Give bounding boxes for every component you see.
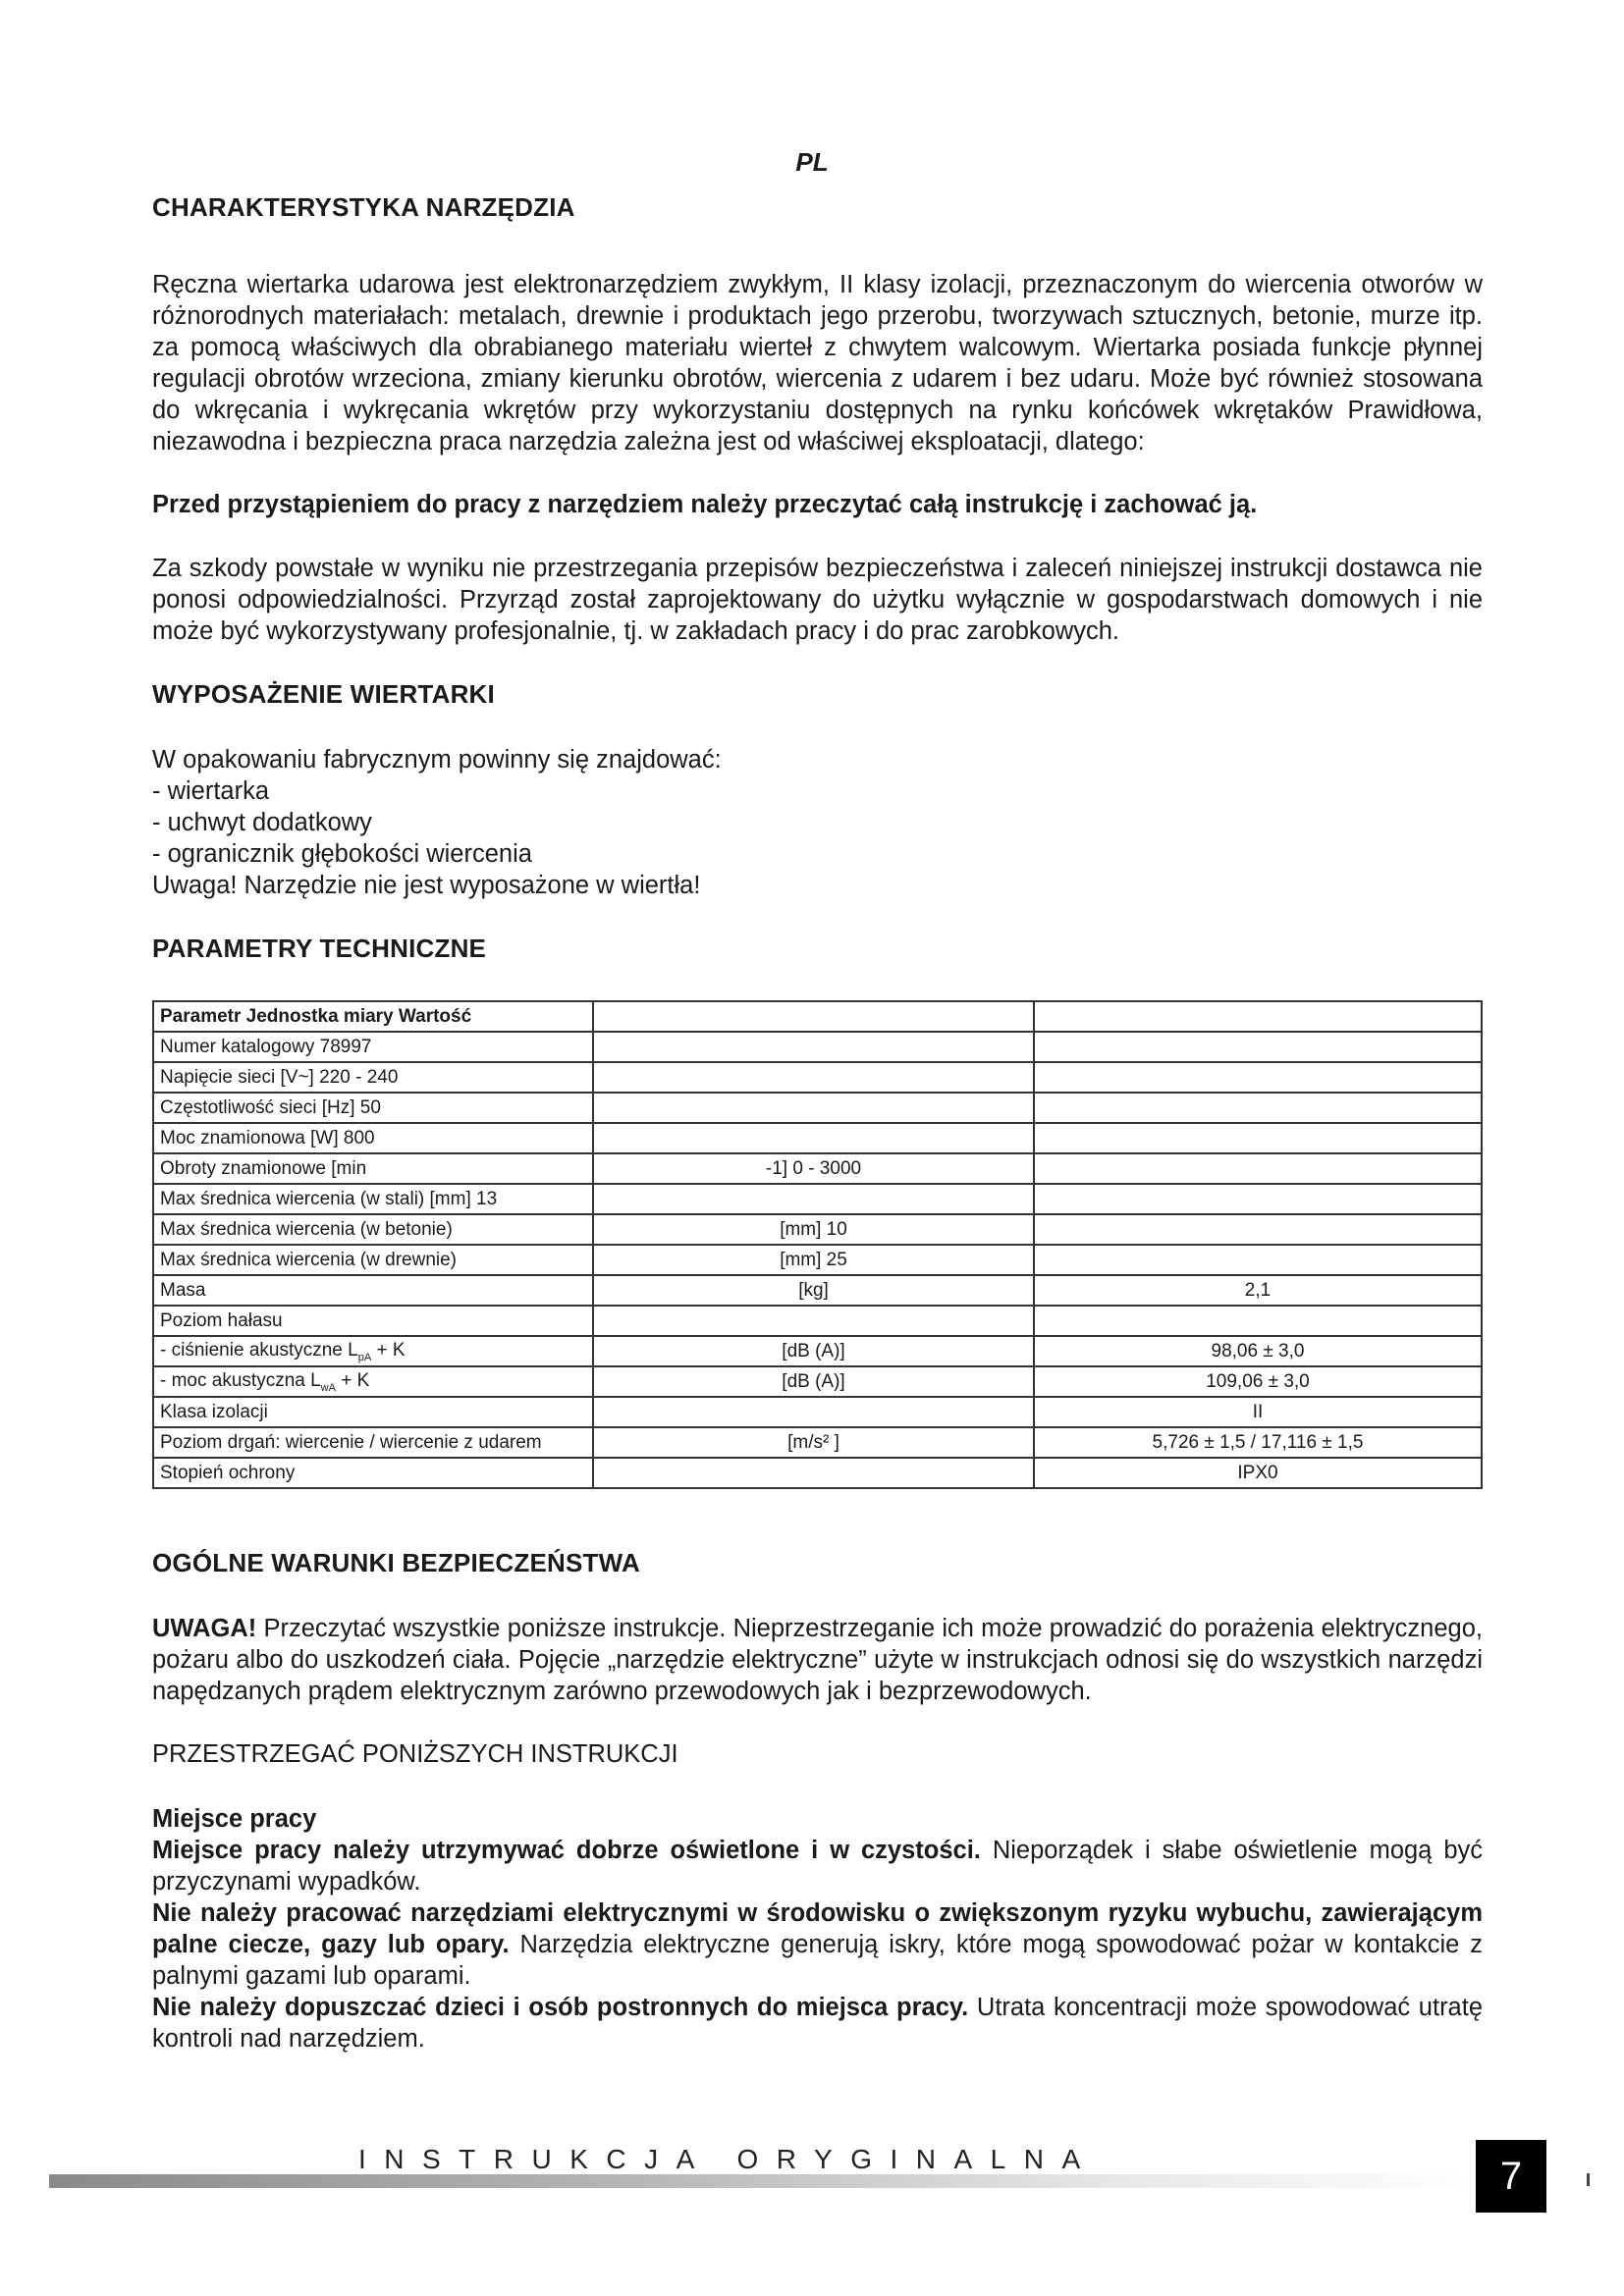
- table-cell: Poziom drgań: wiercenie / wiercenie z udarem: [153, 1427, 593, 1458]
- table-cell: [mm] 10: [593, 1214, 1034, 1245]
- table-row: [153, 1093, 1482, 1123]
- table-cell: [1034, 1032, 1482, 1062]
- workplace-title: Miejsce pracy: [152, 1805, 317, 1833]
- table-cell: [1034, 1306, 1482, 1336]
- table-row: [153, 1032, 1482, 1062]
- table-cell: [m/s² ]: [593, 1427, 1034, 1458]
- table-cell: [593, 1032, 1034, 1062]
- table-cell: [593, 1306, 1034, 1336]
- equipment-list: [152, 744, 1483, 901]
- table-cell: Częstotliwość sieci [Hz] 50: [153, 1093, 593, 1123]
- k-suffix: + K: [371, 1339, 406, 1361]
- table-row: [153, 1458, 1482, 1488]
- table-cell: 5,726 ± 1,5 / 17,116 ± 1,5: [1034, 1427, 1482, 1458]
- table-cell: [593, 1062, 1034, 1093]
- table-cell: [593, 1458, 1034, 1488]
- table-cell: 98,06 ± 3,0: [1034, 1336, 1482, 1366]
- technical-parameters-table: [152, 1000, 1483, 1489]
- sound-power-label: - moc akustyczna L: [160, 1369, 321, 1391]
- technical-heading: PARAMETRY TECHNICZNE: [152, 934, 487, 963]
- table-cell: [1034, 1214, 1482, 1245]
- table-row: [153, 1153, 1482, 1184]
- equipment-item: - wiertarka: [152, 777, 270, 805]
- page-edge-mark: [1587, 2173, 1590, 2186]
- rule-bold: Nie należy pracować narzędziami elektrycznymi w środowisku o zwiększonym ryzyku wybuchu, zawierającym palne ciecze, gazy lub opary.: [152, 1899, 1483, 1958]
- table-cell: II: [1034, 1397, 1482, 1427]
- sound-power-subscript: wA: [320, 1381, 336, 1394]
- table-row: [153, 1184, 1482, 1214]
- table-cell: Poziom hałasu: [153, 1306, 593, 1336]
- warning-lead: UWAGA!: [152, 1615, 257, 1642]
- table-header-row: [153, 1001, 1482, 1032]
- table-row: [153, 1214, 1482, 1245]
- rule-text: Narzędzia elektryczne generują iskry, które mogą spowodować pożar w kontakcie z palnymi gazami lub oparami.: [152, 1931, 1483, 1990]
- language-tag: PL: [795, 147, 829, 177]
- characteristics-heading: CHARAKTERYSTYKA NARZĘDZIA: [152, 192, 575, 222]
- table-cell: Klasa izolacji: [153, 1397, 593, 1427]
- sound-pressure-label: - ciśnienie akustyczne L: [160, 1339, 358, 1361]
- table-cell: [593, 1123, 1034, 1153]
- table-row: [153, 1306, 1482, 1336]
- workplace-rule-3: [152, 1992, 1483, 2055]
- warning-text: Przeczytać wszystkie poniższe instrukcje. Nieprzestrzeganie ich może prowadzić do porażenia elektrycznego, pożaru albo do uszkodzeń ciała. Pojęcie „narzędzie elektryczne” użyte w instrukcjach odnosi się do wszystkich narzędzi napędzanych prądem elektrycznym zarówno przewodowych jak i bezprzewodowych.: [152, 1615, 1483, 1705]
- workplace-rule-2: [152, 1897, 1483, 1992]
- table-cell: [593, 1184, 1034, 1214]
- table-cell: [1034, 1184, 1482, 1214]
- table-cell: Max średnica wiercenia (w drewnie): [153, 1245, 593, 1275]
- table-cell: [dB (A)]: [593, 1366, 1034, 1397]
- footer-gradient-bar: [49, 2174, 1483, 2188]
- table-row: [153, 1275, 1482, 1306]
- table-cell: [153, 1366, 593, 1397]
- table-cell: [593, 1397, 1034, 1427]
- k-suffix: + K: [335, 1369, 370, 1391]
- table-cell: [153, 1336, 593, 1366]
- rule-text: Nieporządek i słabe oświetlenie mogą być przyczynami wypadków.: [152, 1837, 1483, 1896]
- instructions-caption: PRZESTRZEGAĆ PONIŻSZYCH INSTRUKCJI: [152, 1740, 678, 1768]
- workplace-rule-1: [152, 1835, 1483, 1897]
- table-cell: [593, 1001, 1034, 1032]
- liability-paragraph: Za szkody powstałe w wyniku nie przestrzegania przepisów bezpieczeństwa i zaleceń niniejszej instrukcji dostawca nie ponosi odpowiedzialności. Przyrząd został zaprojektowany do użytku wyłącznie w gospodarstwach domowych i nie może być wykorzystywany profesjonalnie, tj. w zakładach pracy i do prac zarobkowych.: [152, 555, 1483, 645]
- table-cell: 2,1: [1034, 1275, 1482, 1306]
- table-row: [153, 1245, 1482, 1275]
- table-row: [153, 1123, 1482, 1153]
- table-cell: Napięcie sieci [V~] 220 - 240: [153, 1062, 593, 1093]
- equipment-intro: W opakowaniu fabrycznym powinny się znajdować:: [152, 746, 722, 774]
- table-cell: [1034, 1245, 1482, 1275]
- read-instructions-notice: Przed przystąpieniem do pracy z narzędziem należy przeczytać całą instrukcję i zachować ją.: [152, 491, 1258, 518]
- table-cell: Obroty znamionowe [min: [153, 1153, 593, 1184]
- table-row: [153, 1427, 1482, 1458]
- table-cell: [1034, 1123, 1482, 1153]
- rule-bold: Miejsce pracy należy utrzymywać dobrze oświetlone i w czystości.: [152, 1837, 981, 1864]
- table-cell: [1034, 1153, 1482, 1184]
- table-cell: [mm] 25: [593, 1245, 1034, 1275]
- table-cell: Stopień ochrony: [153, 1458, 593, 1488]
- table-cell: [dB (A)]: [593, 1336, 1034, 1366]
- table-cell: Masa: [153, 1275, 593, 1306]
- table-cell: Max średnica wiercenia (w betonie): [153, 1214, 593, 1245]
- table-cell: [593, 1093, 1034, 1123]
- table-cell: Numer katalogowy 78997: [153, 1032, 593, 1062]
- table-cell: Parametr Jednostka miary Wartość: [153, 1001, 593, 1032]
- table-cell: [1034, 1062, 1482, 1093]
- safety-heading: OGÓLNE WARUNKI BEZPIECZEŃSTWA: [152, 1548, 640, 1577]
- table-cell: Max średnica wiercenia (w stali) [mm] 13: [153, 1184, 593, 1214]
- rule-text: Utrata koncentracji może spowodować utratę kontroli nad narzędziem.: [152, 1994, 1484, 2053]
- characteristics-paragraph: Ręczna wiertarka udarowa jest elektronarzędziem zwykłym, II klasy izolacji, przeznaczonym do wiercenia otworów w różnorodnych materiałach: metalach, drewnie i produktach jego przerobu, tworzywach sztucznych, betonie, murze itp. za pomocą właściwych dla obrabianego materiału wierteł z chwytem walcowym. Wiertarka posiada funkcje płynnej regulacji obrotów wrzeciona, zmiany kierunku obrotów, wiercenia z udarem i bez udaru. Może być również stosowana do wkręcania i wykręcania wkrętów przy wykorzystaniu dostępnych na rynku końcówek wkrętaków Prawidłowa, niezawodna i bezpieczna praca narzędzia zależna jest od właściwej eksploatacji, dlatego:: [152, 271, 1483, 455]
- page-number: 7: [1476, 2140, 1546, 2213]
- table-cell: [1034, 1001, 1482, 1032]
- table-cell: Moc znamionowa [W] 800: [153, 1123, 593, 1153]
- table-row: [153, 1366, 1482, 1397]
- table-row: [153, 1062, 1482, 1093]
- table-cell: IPX0: [1034, 1458, 1482, 1488]
- sound-pressure-subscript: pA: [357, 1351, 372, 1363]
- rule-bold: Nie należy dopuszczać dzieci i osób postronnych do miejsca pracy.: [152, 1994, 969, 2021]
- table-row: [153, 1336, 1482, 1366]
- table-row: [153, 1397, 1482, 1427]
- table-cell: [kg]: [593, 1275, 1034, 1306]
- equipment-item: - ogranicznik głębokości wiercenia: [152, 840, 532, 868]
- equipment-item: - uchwyt dodatkowy: [152, 809, 372, 836]
- table-cell: 109,06 ± 3,0: [1034, 1366, 1482, 1397]
- equipment-heading: WYPOSAŻENIE WIERTARKI: [152, 679, 495, 709]
- safety-warning: [152, 1613, 1483, 1707]
- page-content: [152, 192, 1483, 2055]
- footer-title: INSTRUKCJA ORYGINALNA: [358, 2144, 1099, 2174]
- table-cell: -1] 0 - 3000: [593, 1153, 1034, 1184]
- table-cell: [1034, 1093, 1482, 1123]
- equipment-note: Uwaga! Narzędzie nie jest wyposażone w wiertła!: [152, 872, 701, 899]
